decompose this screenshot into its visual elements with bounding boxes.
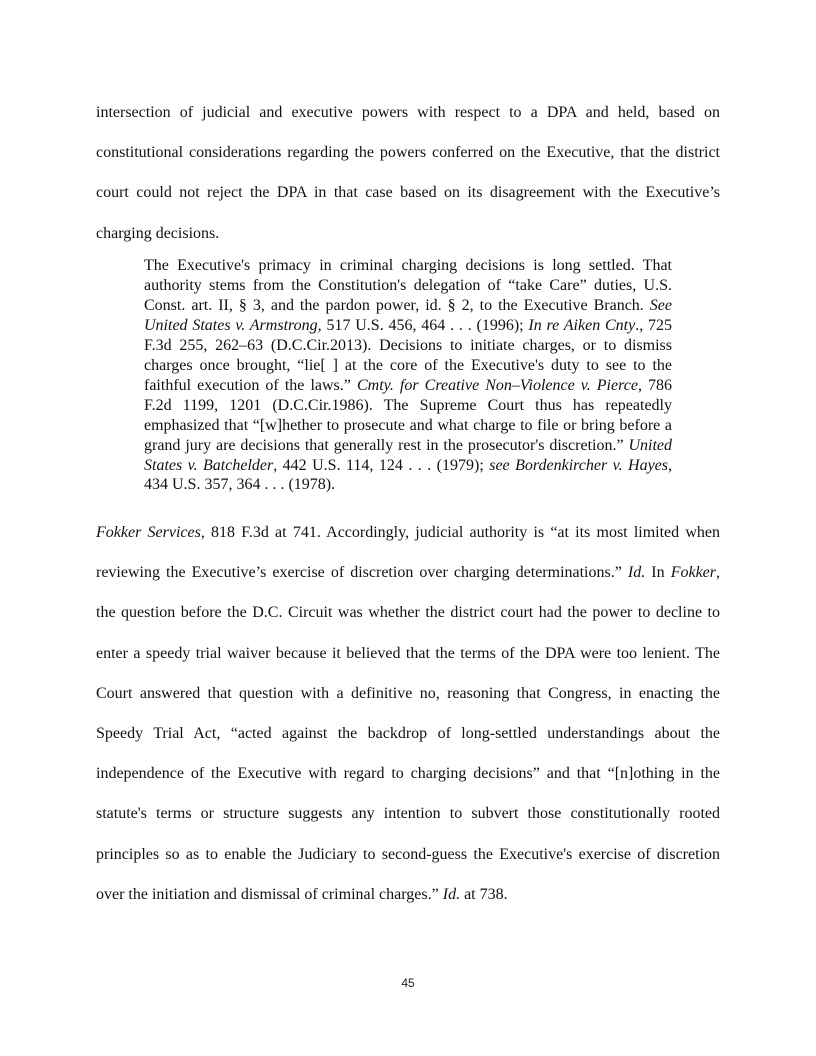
quote-text: , 786 F.2d 1199, 1201 (D.C.Cir.1986). The Supreme Court thus has repeatedly emphasized that “[w]hether to prosecute and what charge to file or bring before a grand jury are decisions that generally rest in the prosecutor's discretion.”: [144, 376, 673, 454]
page-number: 45: [401, 976, 415, 990]
citation: Cmty. for Creative Non–Violence v. Pierce: [356, 376, 638, 394]
paragraph-text: , the question before the D.C. Circuit was whether the district court had the power to decline to enter a speedy trial waiver because it believed that the terms of the DPA were too lenient. The Court answered that question with a definitive no, reasoning that Congress, in enacting the Speedy Trial Act, “acted against the backdrop of long-settled understandings about the independence of the Executive with regard to charging decisions” and that “[n]othing in the statute's terms or structure suggests any intention to subvert those constitutionally rooted principles so as to enable the Judiciary to second-guess the Executive's exercise of discretion over the initiation and dismissal of criminal charges.”: [96, 564, 721, 903]
paragraph-text: , 818 F.3d at 741. Accordingly, judicial authority is “at its most limited when reviewing the Executive’s exercise of discretion over charging determinations.”: [96, 524, 721, 582]
quote-text: , 442 U.S. 114, 124 . . . (1979);: [273, 456, 490, 474]
citation: In re Aiken Cnty: [528, 316, 636, 334]
citation: United States v. Batchelder: [144, 436, 672, 474]
quote-text: ., 725 F.3d 255, 262–63 (D.C.Cir.2013). Decisions to initiate charges, or to dismiss charges once brought, “lie[ ] at the core of the Executive's duty to see to the faithful execution of the laws.”: [144, 316, 673, 394]
citation: Fokker Services: [96, 524, 201, 541]
citation: Id.: [442, 885, 461, 903]
paragraph-intro: intersection of judicial and executive powers with respect to a DPA and held, based on constitutional considerations regarding the powers conferred on the Executive, that the district court could not reject the DPA in that case based on its disagreement with the Executive’s charging decisions.: [96, 104, 720, 242]
paragraph-text: at 738.: [460, 885, 508, 903]
citation: Fokker: [670, 564, 717, 582]
block-quote: [144, 256, 672, 495]
quote-text: , 517 U.S. 456, 464 . . . (1996);: [317, 316, 529, 334]
paragraph-text: In: [645, 564, 671, 582]
citation: Id.: [627, 564, 646, 582]
quote-text: The Executive's primacy in criminal charging decisions is long settled. That authority stems from the Constitution's delegation of “take Care” duties, U.S. Const. art. II, § 3, and the pardon power, id. § 2, to the Executive Branch.: [144, 257, 672, 314]
citation: see Bordenkircher v. Hayes: [489, 456, 669, 474]
citation: See United States v. Armstrong: [144, 296, 672, 334]
paragraph-analysis: [96, 513, 720, 915]
quote-text: , 434 U.S. 357, 364 . . . (1978).: [144, 456, 673, 494]
